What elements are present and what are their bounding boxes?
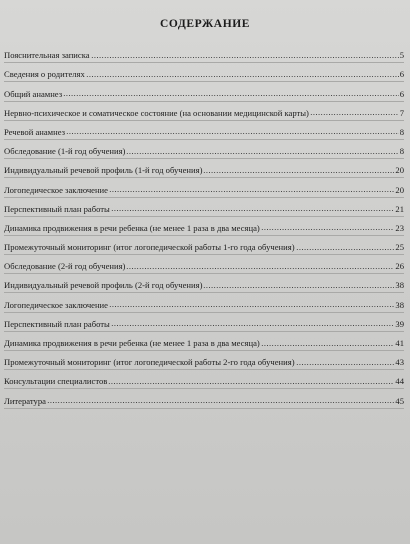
toc-item: [4, 63, 404, 82]
toc-item-label: Обследование (1-й год обучения): [4, 146, 126, 157]
toc-item-label: Индивидуальный речевой профиль (1-й год обучения): [4, 165, 203, 176]
toc-item-label: Логопедическое заключение: [4, 184, 108, 195]
toc-page-number: 23: [395, 222, 404, 233]
toc-page-number: 38: [395, 299, 404, 310]
toc-item: [4, 389, 404, 408]
toc-item-label: Литература: [4, 395, 46, 406]
toc-item-label: Перспективный план работы: [4, 318, 110, 329]
toc-page-number: 26: [395, 261, 404, 272]
toc-item: [4, 293, 404, 312]
toc-dot-leader: [126, 144, 398, 154]
toc-item: [4, 121, 404, 140]
toc-dot-leader: [126, 259, 394, 269]
toc-page-number: 25: [395, 242, 404, 253]
toc-item-label: Логопедическое заключение: [4, 299, 108, 310]
page-title: СОДЕРЖАНИЕ: [159, 18, 251, 30]
toc-page-number: 41: [395, 338, 404, 348]
toc-item: [4, 370, 404, 389]
toc-item: [4, 44, 404, 63]
toc-item: [4, 140, 404, 159]
toc-item-label: Промежуточный мониторинг (итог логопедической работы 1-го года обучения): [4, 242, 295, 253]
toc-dot-leader: [296, 240, 395, 250]
toc-item-label: Промежуточный мониторинг (итог логопедической работы 2-го года обучения): [4, 357, 295, 368]
toc-item-label: Консультации специалистов: [4, 376, 108, 387]
toc-dot-leader: [109, 298, 394, 308]
toc-dot-leader: [261, 221, 395, 231]
toc-item-label: Динамика продвижения в речи ребенка (не менее 1 раза в два месяца): [4, 338, 260, 348]
toc-dot-leader: [63, 87, 399, 97]
toc-item-label: Пояснительная записка: [4, 50, 90, 61]
toc-dot-leader: [111, 317, 395, 327]
toc-dot-leader: [47, 394, 394, 404]
toc-item-label: Перспективный план работы: [4, 203, 110, 214]
toc-item: [4, 217, 404, 236]
toc-page-number: 45: [395, 395, 404, 406]
toc-item: [4, 102, 404, 121]
toc-dot-leader: [108, 374, 394, 384]
toc-item-label: Общий анамнез: [4, 88, 63, 99]
toc-page-number: 6: [399, 69, 404, 80]
toc-item: [4, 313, 404, 332]
toc-dot-leader: [296, 355, 395, 365]
toc-page-number: 38: [395, 280, 404, 291]
toc-page-number: 43: [395, 357, 404, 368]
toc-item-label: Индивидуальный речевой профиль (2-й год обучения): [4, 280, 203, 291]
toc-page-number: 44: [395, 376, 404, 387]
toc-dot-leader: [203, 163, 394, 173]
toc-dot-leader: [310, 106, 399, 116]
toc-dot-leader: [109, 183, 394, 193]
toc-item-label: Сведения о родителях: [4, 69, 85, 80]
toc-item-label: Динамика продвижения в речи ребенка (не менее 1 раза в два месяца): [4, 222, 260, 233]
toc-dot-leader: [203, 278, 394, 288]
toc-dot-leader: [86, 67, 399, 77]
toc-page-number: 8: [399, 146, 404, 157]
toc-dot-leader: [91, 48, 399, 58]
toc-item: [4, 351, 404, 370]
toc-item: [4, 178, 404, 197]
toc-page-number: 20: [395, 184, 404, 195]
toc-page-number: 8: [399, 126, 404, 137]
toc-page-number: 21: [395, 203, 404, 214]
toc-item: [4, 332, 404, 351]
toc-item-label: Нервно-психическое и соматическое состояние (на основании медицинской карты): [4, 107, 309, 118]
toc-page-number: 6: [399, 88, 404, 99]
toc-page-number: 5: [399, 50, 404, 61]
toc-page-number: 20: [395, 165, 404, 176]
toc-item: [4, 82, 404, 101]
toc-item: [4, 236, 404, 255]
toc-item: [4, 255, 404, 274]
toc-item: [4, 198, 404, 217]
toc-page-number: 7: [399, 107, 404, 118]
toc-item-label: Речевой анамнез: [4, 126, 66, 137]
toc-dot-leader: [66, 125, 399, 135]
toc-dot-leader: [111, 202, 395, 212]
toc-dot-leader: [261, 336, 395, 346]
toc-item-label: Обследование (2-й год обучения): [4, 261, 126, 272]
table-of-contents: [4, 44, 404, 409]
toc-item: [4, 274, 404, 293]
toc-page-number: 39: [395, 318, 404, 329]
toc-item: [4, 159, 404, 178]
